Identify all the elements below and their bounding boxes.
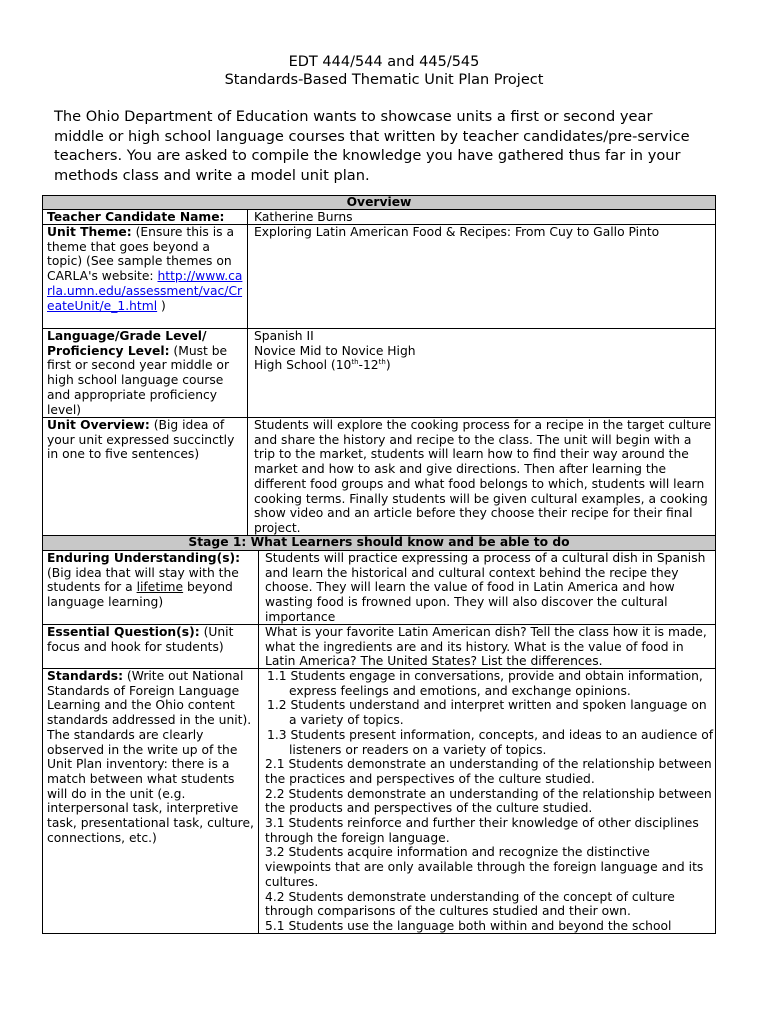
standard-item: 1.3 Students present information, concepts, and ideas to an audience of listeners or readers on a variety of topics.	[267, 727, 714, 757]
table-row	[42, 329, 716, 418]
overview-heading: Overview	[42, 195, 716, 210]
standard-item: 3.2 Students acquire information and recognize the distinctive viewpoints that are only available through the foreign language and its cultures.	[265, 845, 704, 889]
intro-paragraph: The Ohio Department of Education wants to showcase units a first or second year middle or high school language courses that written by teacher candidates/pre-service teachers. You are asked to compile the knowledge you have gathered thus far in your methods class and write a model unit plan.	[54, 108, 690, 184]
unit-plan-table	[42, 195, 716, 934]
table-row	[42, 210, 716, 225]
standards-list	[259, 669, 715, 933]
candidate-value: Katherine Burns	[254, 210, 353, 224]
eq-label-cell	[43, 625, 259, 668]
level-label-cell	[43, 329, 248, 417]
table-row	[42, 225, 716, 329]
unit-overview-desc: (Big idea of your unit expressed succinctly in one to five sentences)	[47, 418, 235, 462]
standard-item: 5.1 Students use the language both within and beyond the school	[265, 918, 672, 933]
standard-item: 3.1 Students reinforce and further their knowledge of other disciplines through the foreign language.	[265, 816, 699, 845]
level-label: Language/Grade Level/ Proficiency Level:	[47, 329, 207, 358]
overview-label-cell	[43, 418, 248, 535]
theme-label-cell	[43, 225, 248, 328]
theme-close: )	[157, 298, 166, 313]
theme-label: Unit Theme:	[47, 225, 132, 239]
standards-desc: (Write out National Standards of Foreign Language Learning and the Ohio content standards addressed in the unit). The standards are clearly observed in the write up of the Unit Plan inventory: there is a match between what students will do in the unit (e.g. interpersonal task, interpretive task, presentational task, culture, connections, etc.)	[47, 669, 254, 845]
eu-value: Students will practice expressing a process of a cultural dish in Spanish and learn the historical and cultural context behind the recipe they choose. They will learn the value of food in Latin America and how wasting food is frowned upon. They will also discover the cultural importance	[265, 551, 706, 624]
table-row	[42, 625, 716, 669]
standards-label: Standards:	[47, 669, 123, 683]
standard-item: 1.1 Students engage in conversations, provide and obtain information, express feelings and emotions, and exchange opinions.	[267, 669, 703, 698]
candidate-label: Teacher Candidate Name:	[43, 210, 248, 224]
level-proficiency: Novice Mid to Novice High	[254, 343, 416, 358]
standard-item: 2.2 Students demonstrate an understanding of the relationship between the products and perspectives of the culture studied.	[265, 786, 712, 816]
standard-item: 2.1 Students demonstrate an understanding of the relationship between the practices and perspectives of the culture studied.	[265, 757, 712, 786]
table-row	[42, 551, 716, 625]
theme-value: Exploring Latin American Food & Recipes: From Cuy to Gallo Pinto	[254, 225, 660, 239]
eu-label-cell: Enduring Understanding(s): (Big idea that will stay with the students for a lifetime beyond language learning)	[43, 551, 259, 624]
standards-label-cell	[43, 669, 259, 933]
document-subtitle: Standards-Based Thematic Unit Plan Project	[224, 72, 544, 88]
level-desc: (Must be first or second year middle or high school language course and appropriate proficiency level)	[47, 343, 230, 417]
eq-value: What is your favorite Latin American dish? Tell the class how it is made, what the ingredients are and its history. What is the value of food in Latin America? The United States? List the differences.	[265, 625, 707, 668]
standard-item: 4.2 Students demonstrate understanding of the concept of culture through comparisons of the cultures studied and their own.	[265, 889, 675, 919]
eu-label: Enduring Understanding(s):	[47, 551, 241, 565]
level-grade: High School (10th-12th)	[254, 358, 391, 373]
level-language: Spanish II	[254, 329, 314, 343]
stage1-heading: Stage 1: What Learners should know and be able to do	[42, 536, 716, 551]
carla-link[interactable]: http://www.carla.umn.edu/assessment/vac/CreateUnit/e_1.html	[47, 269, 243, 313]
table-row	[42, 418, 716, 536]
theme-desc: (Ensure this is a theme that goes beyond a topic) (See sample themes on CARLA's website:	[47, 225, 235, 284]
eq-desc: (Unit focus and hook for students)	[47, 625, 234, 654]
document-title: EDT 444/544 and 445/545	[288, 54, 480, 70]
unit-overview-label: Unit Overview:	[47, 418, 150, 432]
table-row	[42, 669, 716, 934]
unit-overview-value: Students will explore the cooking process for a recipe in the target culture and share the history and recipe to the class. The unit will begin with a trip to the market, students will learn how to find their way around the market and how to ask and give directions. Then after learning the different food groups and what food belongs to which, students will learn cooking terms. Finally students will be given cultural examples, a cooking show video and an article before they choose their recipe for their final project.	[254, 418, 712, 535]
standard-item: 1.2 Students understand and interpret written and spoken language on a variety of topics.	[267, 698, 707, 728]
eq-label: Essential Question(s):	[47, 625, 200, 639]
level-value	[248, 329, 715, 417]
